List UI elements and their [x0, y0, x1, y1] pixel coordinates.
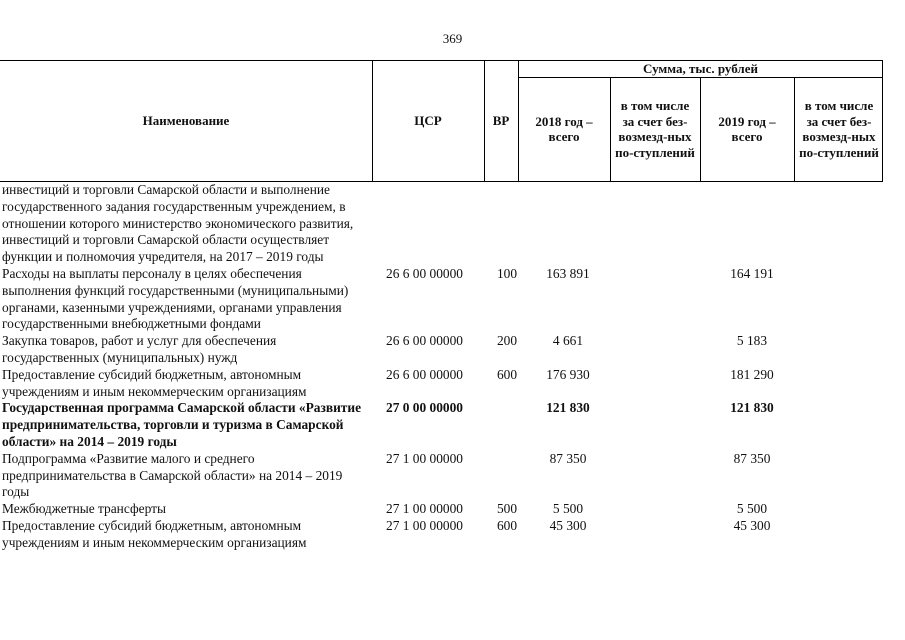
row-csr: 27 1 00 00000 — [386, 517, 463, 533]
row-csr: 27 0 00 00000 — [386, 400, 463, 416]
row-csr: 26 6 00 00000 — [386, 366, 463, 382]
table-row — [2, 451, 882, 501]
header-vr: ВР — [492, 113, 510, 129]
table-row — [2, 367, 882, 401]
table-row — [2, 182, 882, 266]
header-2019-total: 2019 год – всего — [718, 113, 776, 144]
row-2018-total: 4 661 — [552, 333, 584, 349]
page-number: 369 — [442, 31, 463, 46]
row-2019-total: 164 191 — [730, 265, 774, 281]
row-2018-total: 87 350 — [549, 450, 587, 466]
row-vr: 600 — [496, 366, 518, 382]
header-2018-incl: в том числе за счет без-возмезд-ных по-ступлений — [615, 98, 695, 160]
header-2018-total: 2018 год – всего — [535, 113, 593, 144]
row-name: Предоставление субсидий бюджетным, автономным учреждениям и иным некоммерческим организациям — [2, 366, 307, 399]
row-name: Подпрограмма «Развитие малого и среднего предпринимательства в Самарской области» на 2014 – 2019 годы — [2, 450, 343, 500]
row-name: Предоставление субсидий бюджетным, автономным учреждениям и иным некоммерческим организациям — [2, 517, 307, 550]
row-vr: 600 — [496, 517, 518, 533]
row-vr: 500 — [496, 501, 518, 517]
table-body — [2, 182, 882, 552]
row-name: инвестиций и торговли Самарской области и выполнение государственного задания государственным учреждением, в отношении которого министерство экономического развития, инвестиций и торговли Самарской области осуществляет функции и полномочия учредителя, на 2017 – 2019 годы — [2, 182, 354, 265]
header-name: Наименование — [142, 113, 230, 129]
row-vr: 100 — [496, 265, 518, 281]
table-row — [2, 518, 882, 552]
row-2018-total: 5 500 — [552, 501, 584, 517]
row-csr: 26 6 00 00000 — [386, 265, 463, 281]
row-2018-total: 163 891 — [546, 265, 590, 281]
table-row — [2, 266, 882, 333]
row-name: Межбюджетные трансферты — [2, 501, 166, 517]
row-2019-total: 5 500 — [736, 501, 768, 517]
table-row — [2, 333, 882, 367]
row-2019-total: 121 830 — [730, 400, 774, 416]
header-2019-incl: в том числе за счет без-возмезд-ных по-ступлений — [799, 98, 879, 160]
row-2019-total: 87 350 — [733, 450, 771, 466]
row-2018-total: 176 930 — [546, 366, 590, 382]
row-csr: 27 1 00 00000 — [386, 450, 463, 466]
header-csr: ЦСР — [414, 113, 442, 129]
header-sum: Сумма, тыс. рублей — [643, 60, 758, 76]
row-2018-total: 45 300 — [549, 517, 587, 533]
row-name: Расходы на выплаты персоналу в целях обеспечения выполнения функций государственными (муниципальными) органами, казенными учреждениями, органами управления государственными внебюджетными фондами — [2, 265, 349, 332]
row-csr: 26 6 00 00000 — [386, 333, 463, 349]
table-header — [0, 60, 883, 182]
row-2019-total: 181 290 — [730, 366, 774, 382]
table-row — [2, 501, 882, 518]
row-vr: 200 — [496, 333, 518, 349]
table-row — [2, 400, 882, 450]
row-name: Закупка товаров, работ и услуг для обеспечения государственных (муниципальных) нужд — [2, 333, 277, 365]
row-csr: 27 1 00 00000 — [386, 501, 463, 517]
row-name: Государственная программа Самарской области «Развитие предпринимательства, торговли и туризма в Самарской области» на 2014 – 2019 годы — [2, 400, 362, 449]
row-2019-total: 5 183 — [736, 333, 768, 349]
row-2018-total: 121 830 — [546, 400, 590, 416]
row-2019-total: 45 300 — [733, 517, 771, 533]
